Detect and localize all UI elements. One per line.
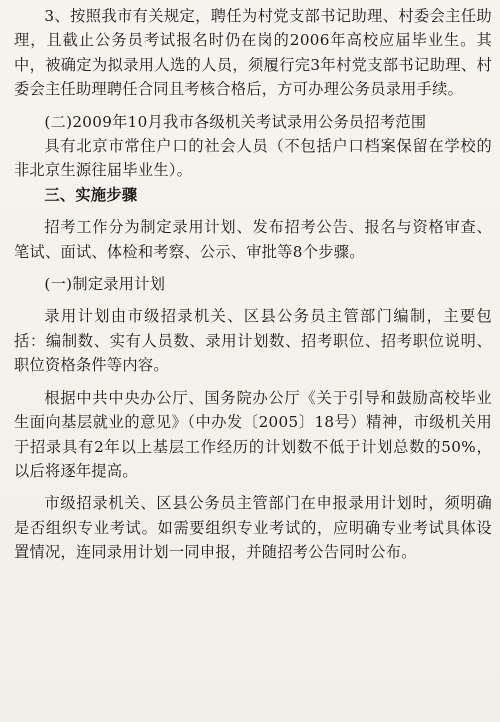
subheading-make-plan: (一)制定录用计划 [44, 275, 166, 294]
section-heading-implementation-steps: 三、实施步骤 [44, 185, 138, 204]
paragraph-plan-compilation: 录用计划由市级招录机关、区县公务员主管部门编制，主要包括：编制数、实有人员数、录用计划数、招考职位、招考职位说明、职位资格条件等内容。 [14, 307, 492, 375]
paragraph-professional-exam: 市级招录机关、区县公务员主管部门在申报录用计划时，须明确是否组织专业考试。如需要组织专业考试的，应明确专业考试具体设置情况，连同录用计划一同申报，并随招考公告同时公布。 [14, 494, 492, 562]
paragraph-item-3: 3、按照我市有关规定，聘任为村党支部书记助理、村委会主任助理，且截止公务员考试报名时仍在岗的2006年高校应届毕业生。其中，被确定为拟录用人选的人员，须履行完3年村党支部书记助理、村委会主任助理聘任合同且考核合格后，方可办理公务员录用手续。 [14, 7, 492, 99]
paragraph-steps-overview: 招考工作分为制定录用计划、发布招考公告、报名与资格审查、笔试、面试、体检和考察、公示、审批等8个步骤。 [14, 218, 492, 261]
section-heading-recruitment-scope: (二)2009年10月我市各级机关考试录用公务员招考范围 [44, 112, 427, 131]
paragraph-recruitment-scope: 具有北京市常住户口的社会人员（不包括户口档案保留在学校的非北京生源往届毕业生）。 [14, 137, 492, 180]
paragraph-grassroots-policy: 根据中共中央办公厅、国务院办公厅《关于引导和鼓励高校毕业生面向基层就业的意见》（中办发〔2005〕18号）精神，市级机关用于招录具有2年以上基层工作经历的计划数不低于计划总数的50%，以后将逐年提高。 [14, 388, 492, 480]
